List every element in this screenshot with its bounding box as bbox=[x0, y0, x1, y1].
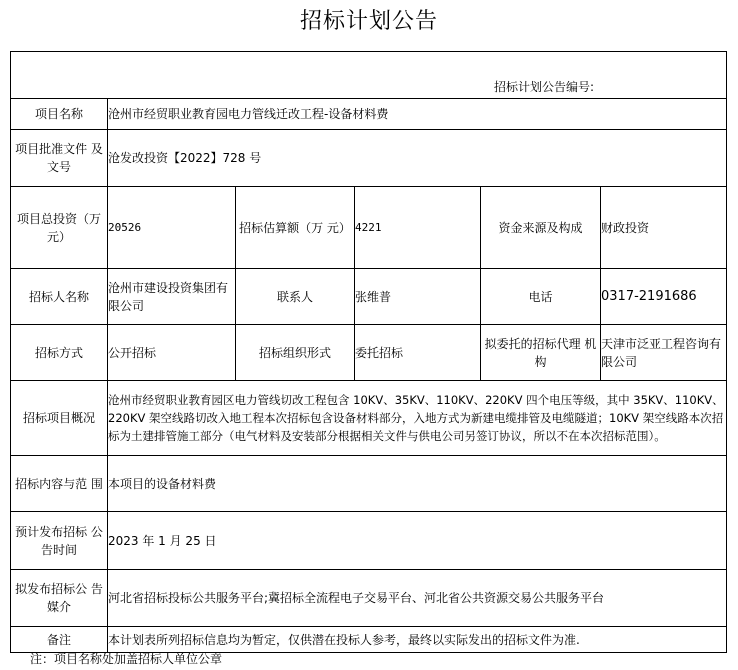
remark-value: 本计划表所列招标信息均为暂定，仅供潜在投标人参考，最终以实际发出的招标文件为准. bbox=[108, 627, 727, 653]
table-row bbox=[11, 187, 727, 269]
notice-number-label: 招标计划公告编号: bbox=[493, 80, 594, 94]
table-row bbox=[11, 325, 727, 381]
tender-plan-table bbox=[10, 51, 727, 653]
phone-value: 0317-2191686 bbox=[601, 269, 727, 325]
media-value: 河北省招标投标公共服务平台;冀招标全流程电子交易平台、河北省公共资源交易公共服务平台 bbox=[108, 570, 727, 627]
overview-label: 招标项目概况 bbox=[11, 381, 108, 456]
estimate-value: 4221 bbox=[355, 187, 481, 269]
remark-label: 备注 bbox=[11, 627, 108, 653]
table-row bbox=[11, 570, 727, 627]
table-row bbox=[11, 381, 727, 456]
scope-value: 本项目的设备材料费 bbox=[108, 456, 727, 512]
phone-label: 电话 bbox=[481, 269, 601, 325]
table-row bbox=[11, 456, 727, 512]
scope-label: 招标内容与范 围 bbox=[11, 456, 108, 512]
overview-value: 沧州市经贸职业教育园区电力管线切改工程包含 10KV、35KV、110KV、220KV 四个电压等级，其中 35KV、110KV、220KV 架空线路切改入地工程本次招标包含设备材料部分，入地方式为新建电缆排管及电缆隧道；10KV 架空线路本次招标为土建排管施工部分（电气材料及安装部分根据相关文件与供电公司另签订协议，所以不在本次招标范围）。 bbox=[108, 381, 727, 456]
method-label: 招标方式 bbox=[11, 325, 108, 381]
org-form-label: 招标组织形式 bbox=[236, 325, 355, 381]
investment-label: 项目总投资（万元） bbox=[11, 187, 108, 269]
publish-time-value: 2023 年 1 月 25 日 bbox=[108, 512, 727, 570]
method-value: 公开招标 bbox=[108, 325, 236, 381]
table-row bbox=[11, 130, 727, 187]
estimate-label: 招标估算额（万 元） bbox=[236, 187, 355, 269]
approval-doc-label: 项目批准文件 及文号 bbox=[11, 130, 108, 187]
table-row bbox=[11, 99, 727, 130]
page-title: 招标计划公告 bbox=[299, 9, 438, 34]
publish-time-label: 预计发布招标 公告时间 bbox=[11, 512, 108, 570]
footer-note: 注：项目名称处加盖招标人单位公章 bbox=[30, 652, 223, 666]
fund-source-label: 资金来源及构成 bbox=[481, 187, 601, 269]
tenderer-label: 招标人名称 bbox=[11, 269, 108, 325]
project-name-value: 沧州市经贸职业教育园电力管线迁改工程-设备材料费 bbox=[108, 99, 727, 130]
approval-doc-value: 沧发改投资【2022】728 号 bbox=[108, 130, 727, 187]
fund-source-value: 财政投资 bbox=[601, 187, 727, 269]
investment-value: 20526 bbox=[108, 187, 236, 269]
project-name-label: 项目名称 bbox=[11, 99, 108, 130]
contact-value: 张维普 bbox=[355, 269, 481, 325]
table-row bbox=[11, 269, 727, 325]
agent-label: 拟委托的招标代理 机构 bbox=[481, 325, 601, 381]
media-label: 拟发布招标公 告媒介 bbox=[11, 570, 108, 627]
notice-number-row bbox=[11, 52, 727, 99]
agent-value: 天津市泛亚工程咨询有限公司 bbox=[601, 325, 727, 381]
org-form-value: 委托招标 bbox=[355, 325, 481, 381]
contact-label: 联系人 bbox=[236, 269, 355, 325]
tenderer-value: 沧州市建设投资集团有限公司 bbox=[108, 269, 236, 325]
table-row bbox=[11, 512, 727, 570]
table-row bbox=[11, 627, 727, 653]
